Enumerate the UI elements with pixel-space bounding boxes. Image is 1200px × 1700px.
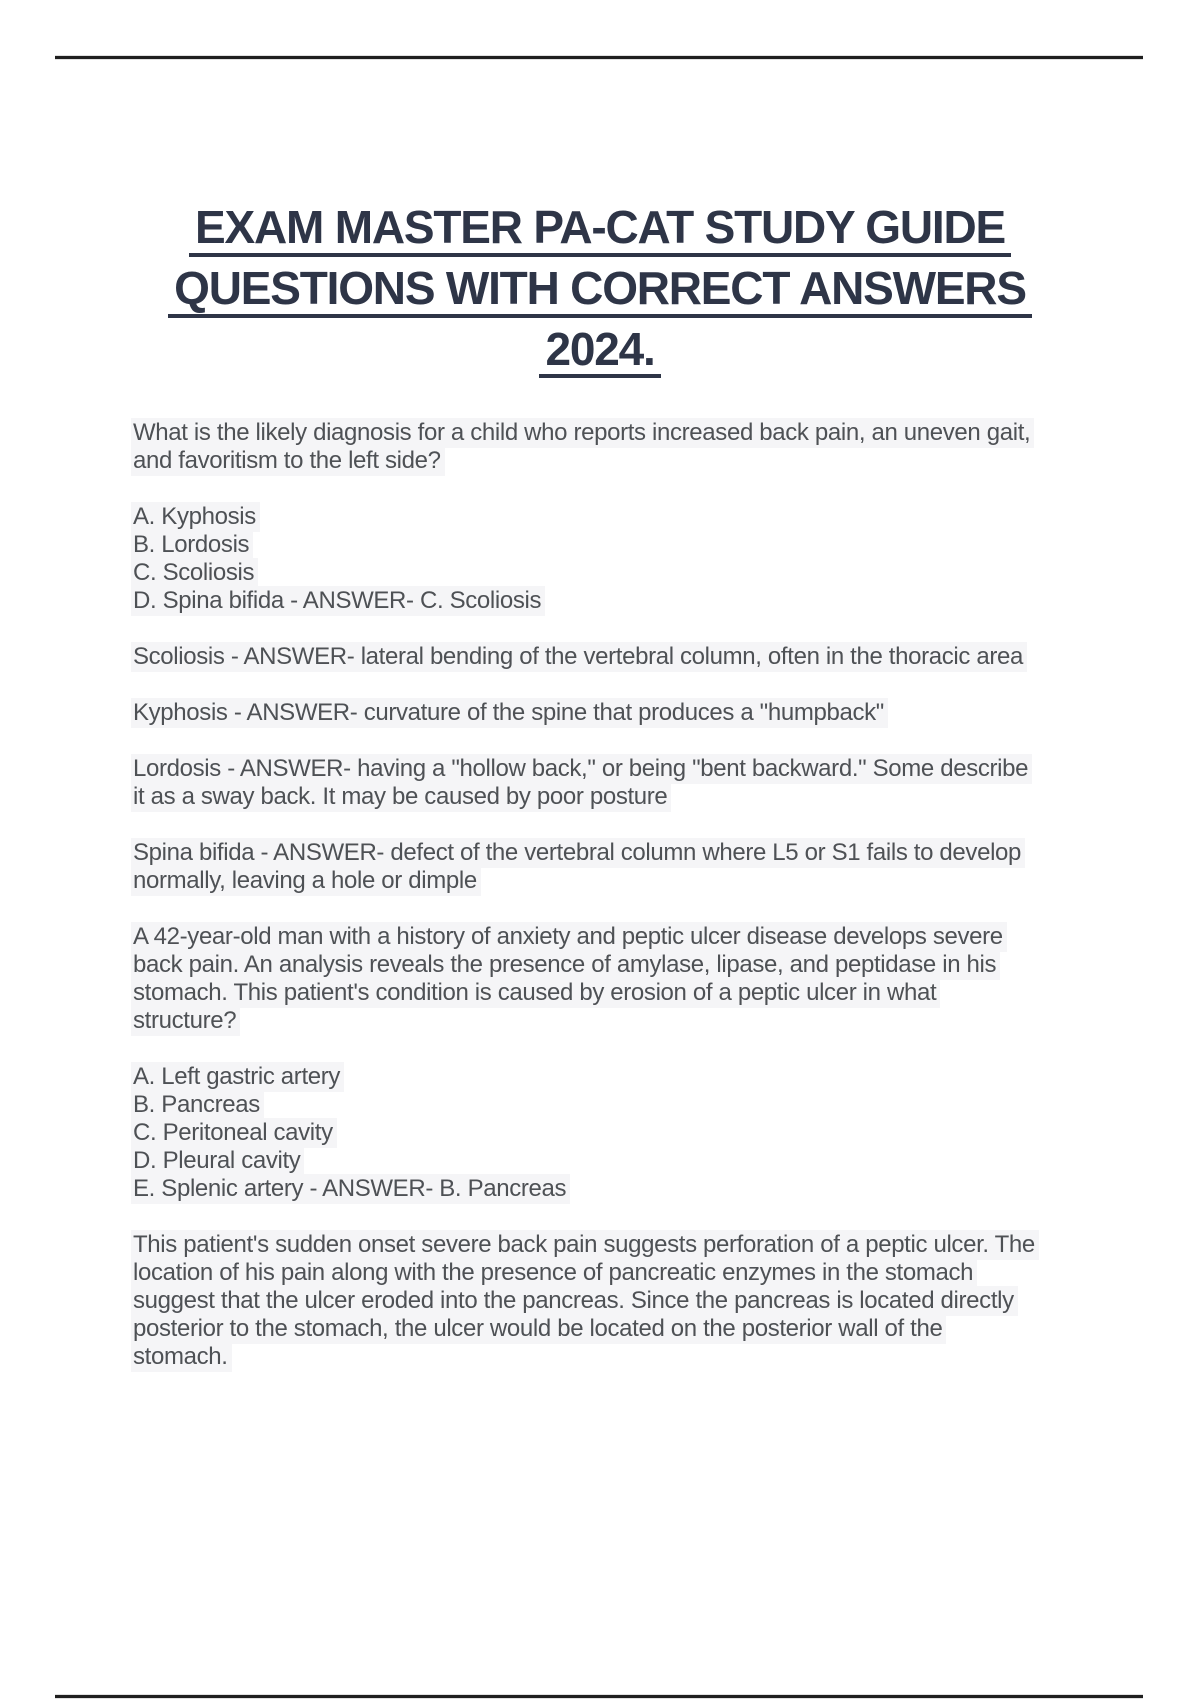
text-line (133, 783, 1150, 811)
text-line-content: structure? (131, 1006, 240, 1036)
title-line (0, 322, 1200, 379)
text-line (133, 979, 1150, 1007)
text-line-content: B. Pancreas (131, 1090, 264, 1120)
text-line (133, 587, 1150, 615)
text-line (133, 531, 1150, 559)
text-line (133, 1259, 1150, 1287)
paragraph (133, 923, 1150, 1035)
paragraph (133, 1063, 1150, 1203)
text-line-content: normally, leaving a hole or dimple (131, 866, 481, 896)
text-line (133, 643, 1150, 671)
text-line-content: A. Left gastric artery (131, 1062, 344, 1092)
text-line-content: B. Lordosis (131, 530, 253, 560)
text-line-content: and favoritism to the left side? (131, 446, 445, 476)
text-line-content: What is the likely diagnosis for a child who reports increased back pain, an uneven gait, (131, 418, 1034, 448)
text-line (133, 755, 1150, 783)
title-line-text: 2024. (539, 325, 660, 379)
text-line (133, 1007, 1150, 1035)
text-line (133, 447, 1150, 475)
title-line (0, 261, 1200, 318)
bottom-divider (55, 1695, 1143, 1698)
text-line (133, 503, 1150, 531)
text-line-content: E. Splenic artery - ANSWER- B. Pancreas (131, 1174, 570, 1204)
text-line (133, 1091, 1150, 1119)
text-line (133, 951, 1150, 979)
text-line (133, 839, 1150, 867)
text-line (133, 1063, 1150, 1091)
paragraph (133, 1231, 1150, 1371)
text-line (133, 867, 1150, 895)
paragraph (133, 503, 1150, 615)
text-line-content: Lordosis - ANSWER- having a "hollow back," or being "bent backward." Some describe (131, 754, 1032, 784)
text-line (133, 1119, 1150, 1147)
document-title (0, 200, 1200, 382)
paragraph (133, 699, 1150, 727)
text-line-content: Kyphosis - ANSWER- curvature of the spine that produces a "humpback" (131, 698, 888, 728)
title-line-text: QUESTIONS WITH CORRECT ANSWERS (168, 264, 1032, 318)
paragraph (133, 419, 1150, 475)
text-line-content: D. Pleural cavity (131, 1146, 304, 1176)
text-line (133, 923, 1150, 951)
text-line (133, 1175, 1150, 1203)
text-line-content: D. Spina bifida - ANSWER- C. Scoliosis (131, 586, 545, 616)
text-line (133, 1231, 1150, 1259)
text-line (133, 559, 1150, 587)
text-line-content: posterior to the stomach, the ulcer would be located on the posterior wall of the (131, 1314, 946, 1344)
text-line (133, 1315, 1150, 1343)
top-divider (55, 56, 1143, 59)
text-line-content: Spina bifida - ANSWER- defect of the vertebral column where L5 or S1 fails to develop (131, 838, 1025, 868)
paragraph (133, 643, 1150, 671)
text-line (133, 1287, 1150, 1315)
text-line-content: This patient's sudden onset severe back pain suggests perforation of a peptic ulcer. The (131, 1230, 1039, 1260)
text-line-content: suggest that the ulcer eroded into the pancreas. Since the pancreas is located directly (131, 1286, 1018, 1316)
text-line-content: location of his pain along with the presence of pancreatic enzymes in the stomach (131, 1258, 977, 1288)
paragraph (133, 755, 1150, 811)
text-line-content: it as a sway back. It may be caused by poor posture (131, 782, 671, 812)
text-line-content: C. Peritoneal cavity (131, 1118, 337, 1148)
paragraph (133, 839, 1150, 895)
text-line-content: stomach. (131, 1342, 232, 1372)
text-line (133, 419, 1150, 447)
text-line-content: stomach. This patient's condition is caused by erosion of a peptic ulcer in what (131, 978, 940, 1008)
text-line-content: A 42-year-old man with a history of anxiety and peptic ulcer disease develops severe (131, 922, 1007, 952)
text-line-content: A. Kyphosis (131, 502, 260, 532)
title-line-text: EXAM MASTER PA-CAT STUDY GUIDE (189, 203, 1011, 257)
text-line (133, 1343, 1150, 1371)
document-body (133, 419, 1150, 1399)
text-line (133, 699, 1150, 727)
text-line-content: Scoliosis - ANSWER- lateral bending of the vertebral column, often in the thoracic area (131, 642, 1027, 672)
text-line (133, 1147, 1150, 1175)
text-line-content: C. Scoliosis (131, 558, 258, 588)
title-line (0, 200, 1200, 257)
text-line-content: back pain. An analysis reveals the presence of amylase, lipase, and peptidase in his (131, 950, 1000, 980)
